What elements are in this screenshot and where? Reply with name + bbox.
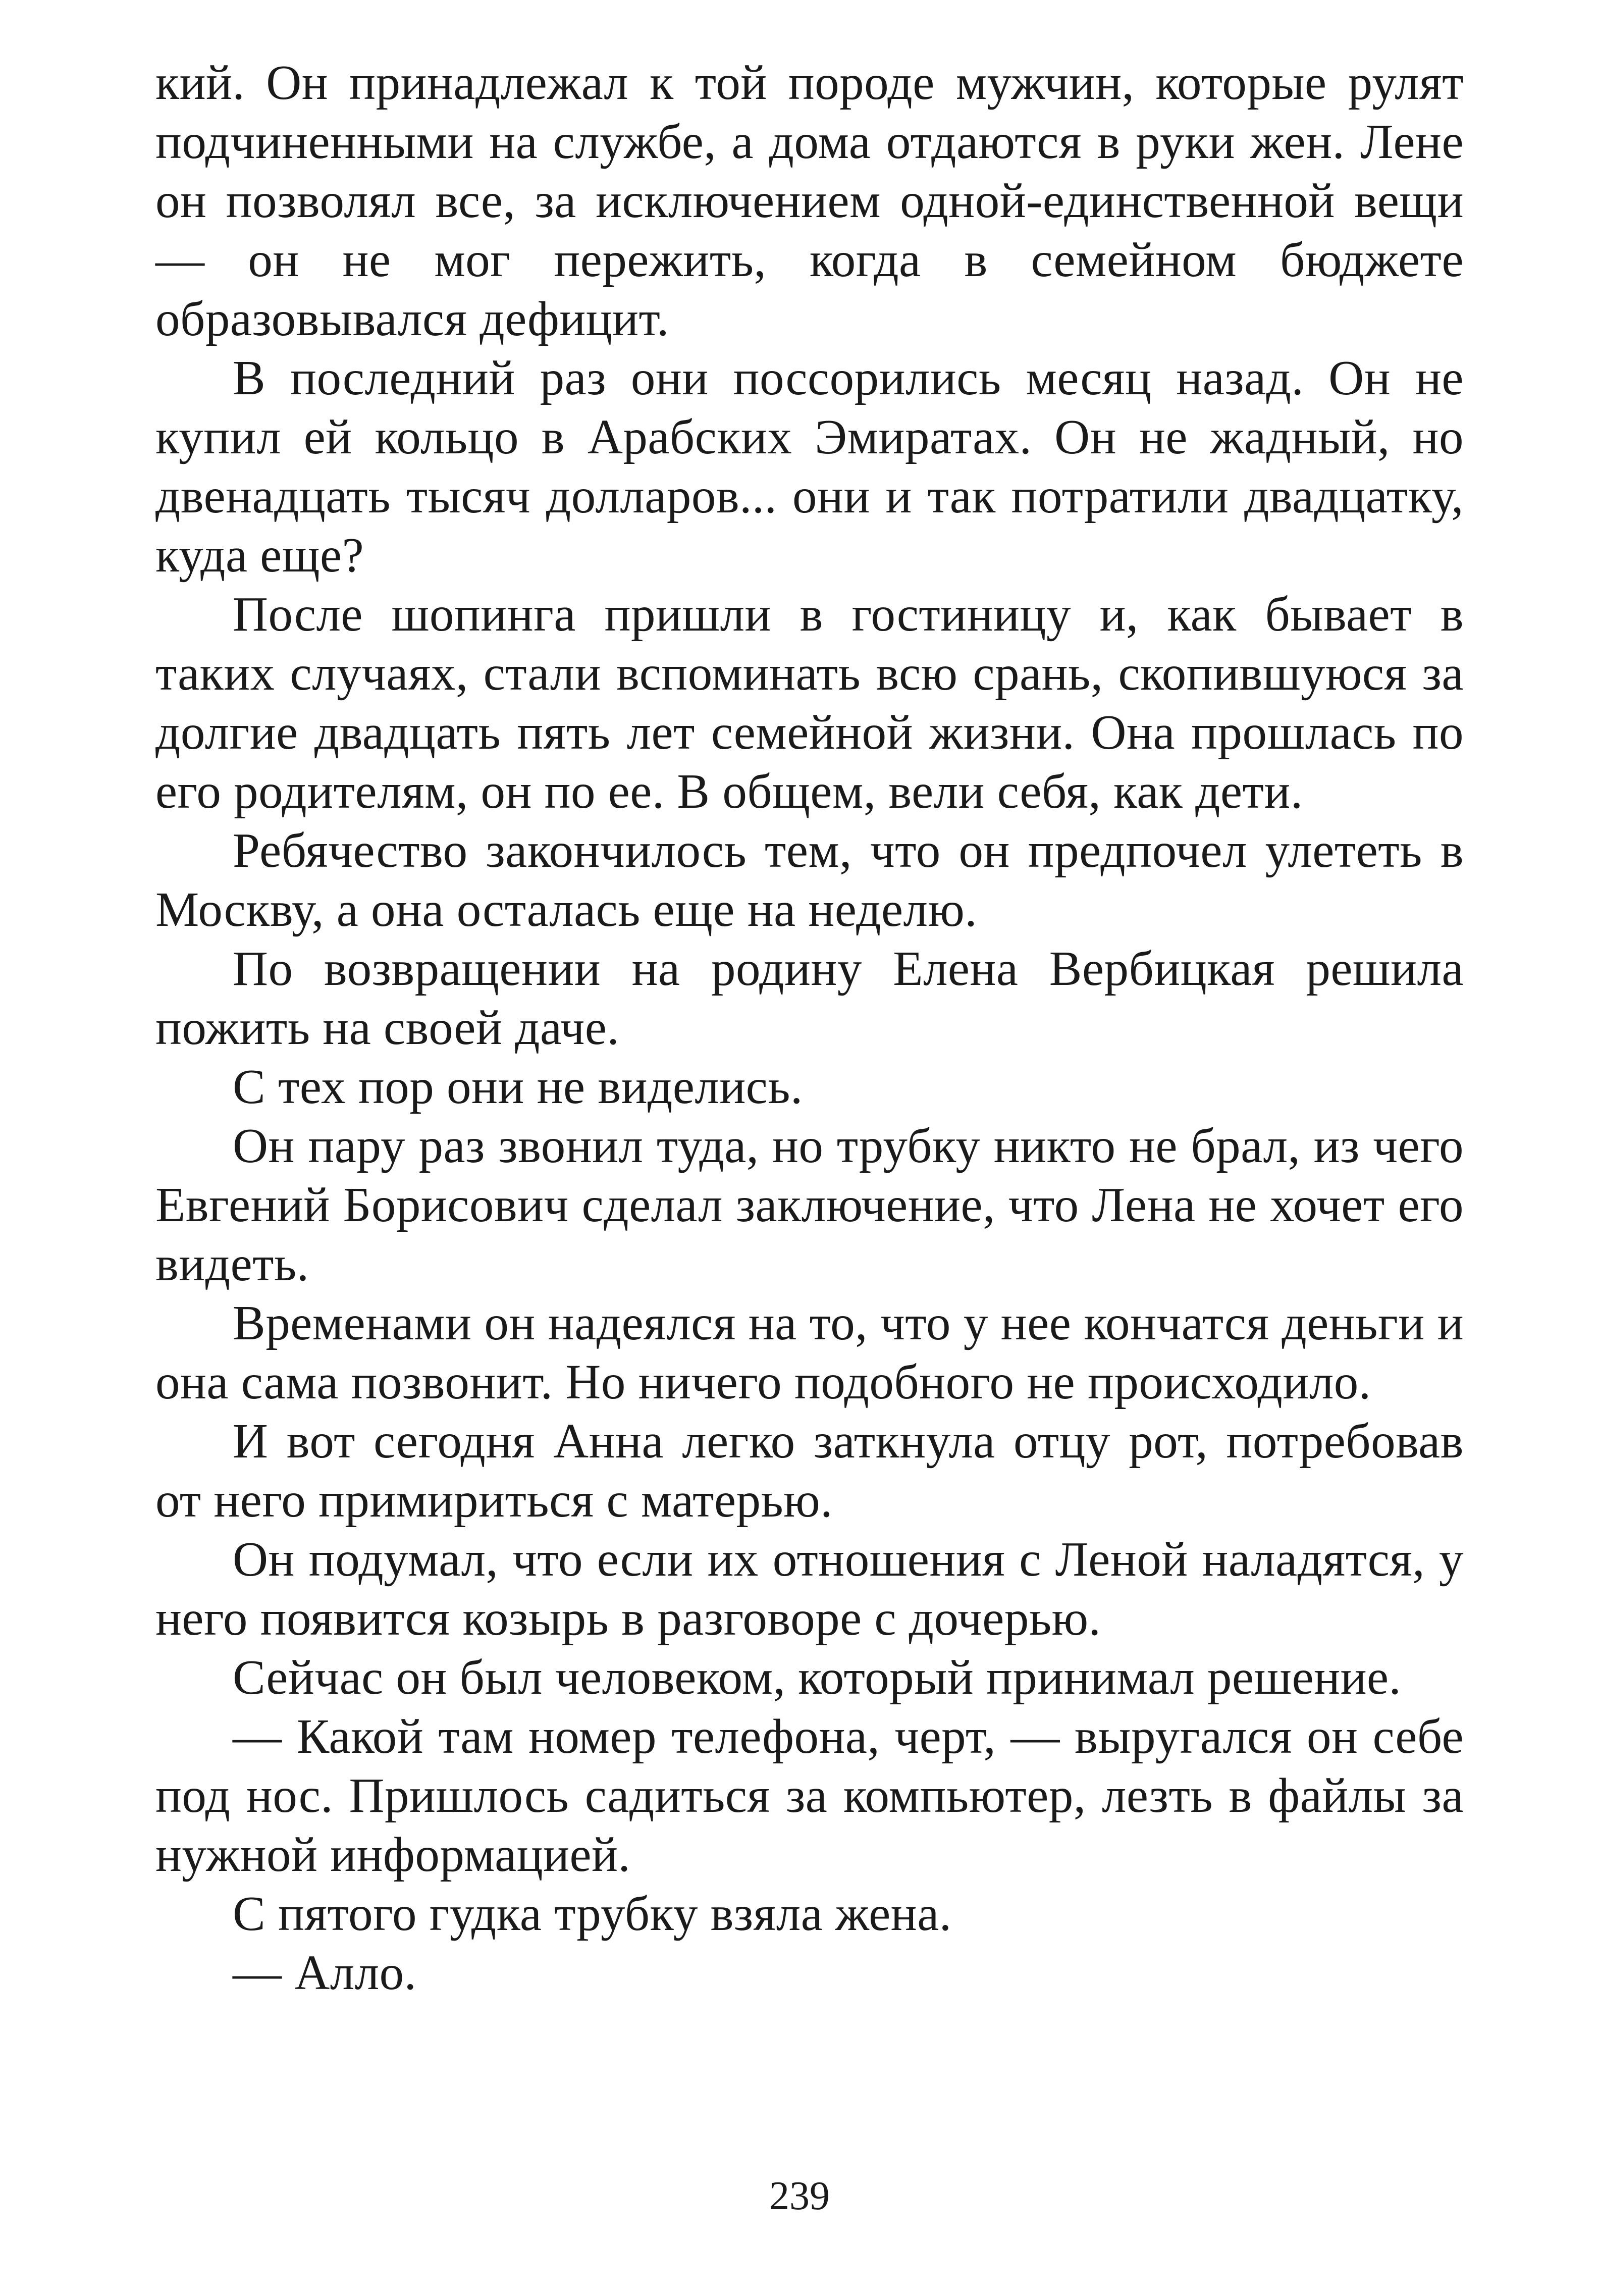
paragraph: Он подумал, что если их отношения с Леной наладятся, у него появится козырь в разговоре с дочерью. (155, 1532, 1464, 1645)
paragraph: — Алло. (233, 1946, 417, 2000)
paragraph: — Какой там номер телефона, черт, — выругался он себе под нос. Пришлось садиться за компьютер, лезть в файлы за нужной информацией. (155, 1709, 1464, 1882)
paragraph: И вот сегодня Анна легко заткнула отцу рот, потребовав от него примириться с матерью. (155, 1414, 1464, 1527)
paragraph: По возвращении на родину Елена Вербицкая решила пожить на своей даче. (155, 942, 1464, 1055)
paragraph: Он пару раз звонил туда, но трубку никто не брал, из чего Евгений Борисович сделал заключение, что Лена не хочет его видеть. (155, 1119, 1464, 1291)
paragraph: Сейчас он был человеком, который принимал решение. (233, 1650, 1402, 1704)
page-number: 239 (769, 2174, 830, 2218)
paragraph: кий. Он принадлежал к той породе мужчин, которые рулят подчиненными на службе, а дома отдаются в руки жен. Лене он позволял все, за исключением одной-единственной вещи — он не мог пережить, когда в семейном бюджете образовывался дефицит. (155, 56, 1464, 346)
paragraph: Временами он надеялся на то, что у нее кончатся деньги и она сама позвонит. Но ничего подобного не происходило. (155, 1296, 1464, 1409)
paragraph: С пятого гудка трубку взяла жена. (233, 1887, 952, 1941)
paragraph: С тех пор они не виделись. (233, 1060, 803, 1114)
paragraph: После шопинга пришли в гостиницу и, как бывает в таких случаях, стали вспоминать всю срань, скопившуюся за долгие двадцать пять лет семейной жизни. Она прошлась по его родителям, он по ее. В общем, вели себя, как дети. (155, 587, 1464, 818)
paragraph: Ребячество закончилось тем, что он предпочел улететь в Москву, а она осталась еще на неделю. (155, 823, 1464, 936)
book-page-text (155, 53, 1464, 2274)
paragraph: В последний раз они поссорились месяц назад. Он не купил ей кольцо в Арабских Эмиратах. Он не жадный, но двенадцать тысяч долларов... они и так потратили двадцатку, куда еще? (155, 351, 1464, 582)
